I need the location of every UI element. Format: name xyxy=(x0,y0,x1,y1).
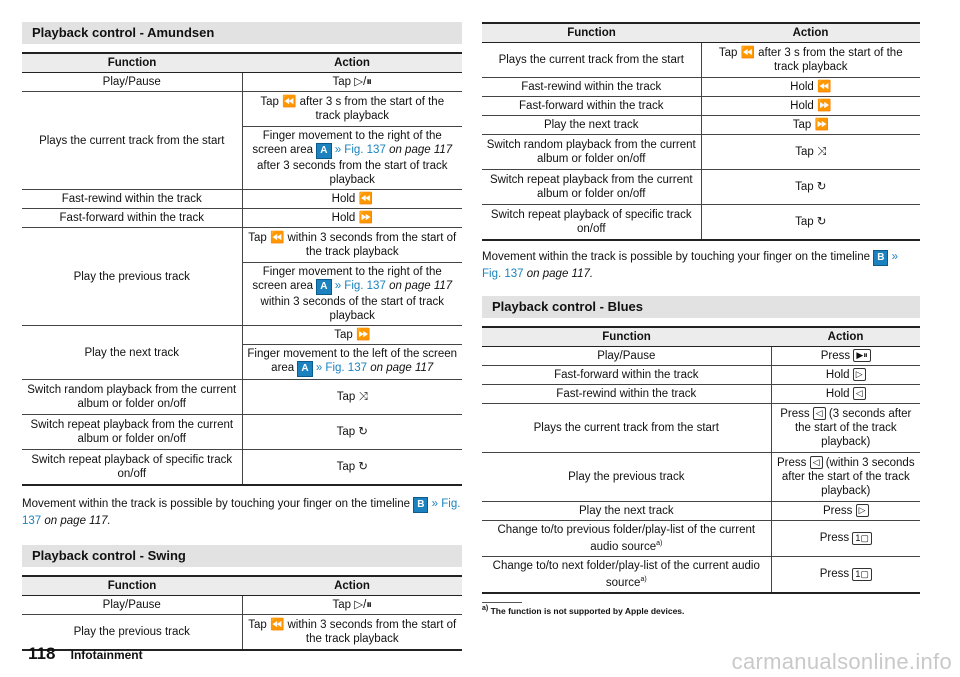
function-cell: Switch repeat playback from the current album or folder on/off xyxy=(22,415,242,450)
page-number: 118 xyxy=(28,644,56,663)
blues-heading: Playback control - Blues xyxy=(482,296,920,318)
action-cell xyxy=(771,347,920,366)
function-cell: Fast-forward within the track xyxy=(482,97,701,116)
table-row xyxy=(22,596,462,615)
action-cell: Tap ⏪ after 3 s from the start of the track playback xyxy=(701,43,920,78)
action-cell xyxy=(242,263,462,326)
function-header: Function xyxy=(482,327,771,347)
timeline-note-right xyxy=(482,249,920,282)
page-ref: on page 117. xyxy=(526,268,594,280)
table-row xyxy=(482,43,920,78)
swing-table xyxy=(22,575,462,651)
function-cell: Play/Pause xyxy=(22,596,242,615)
action-text: Finger movement to the right of the screen area xyxy=(252,130,442,156)
function-cell: Fast-rewind within the track xyxy=(482,385,771,404)
table-row xyxy=(482,556,920,592)
action-cell xyxy=(242,345,462,380)
table-row xyxy=(22,190,462,209)
action-cell xyxy=(771,521,920,557)
table-row xyxy=(482,170,920,205)
action-text: Press xyxy=(820,350,851,362)
function-cell: Plays the current track from the start xyxy=(482,43,701,78)
action-cell: Tap ⏪ after 3 s from the start of the track playback xyxy=(242,92,462,127)
function-cell: Fast-rewind within the track xyxy=(482,78,701,97)
action-cell: Tap ⏩ xyxy=(701,116,920,135)
left-column xyxy=(22,0,462,651)
table-row xyxy=(22,415,462,450)
right-column xyxy=(482,0,920,615)
next-key-icon: ▷ xyxy=(856,504,869,517)
previous-key-icon: ◁ xyxy=(853,387,866,400)
action-cell: Hold ⏪ xyxy=(242,190,462,209)
action-header: Action xyxy=(771,327,920,347)
note-text: Movement within the track is possible by touching your finger on the timeline xyxy=(22,498,411,510)
play-pause-key-icon: ▶⏸ xyxy=(853,349,870,362)
action-text: Press xyxy=(819,532,850,545)
action-cell xyxy=(771,404,920,453)
table-row xyxy=(22,92,462,127)
table-row xyxy=(482,521,920,557)
page-ref: on page 117. xyxy=(44,515,111,527)
area-b-symbol: B xyxy=(413,497,428,513)
footnote-mark: a) xyxy=(656,540,663,547)
action-cell: Tap ⤨ xyxy=(701,135,920,170)
table-row xyxy=(482,347,920,366)
function-cell: Play the next track xyxy=(22,326,242,380)
figure-link[interactable]: » Fig. 137 xyxy=(315,362,367,374)
table-row xyxy=(482,116,920,135)
action-text: after 3 seconds from the start of track playback xyxy=(257,160,448,186)
action-cell: Hold ⏩ xyxy=(701,97,920,116)
function-header: Function xyxy=(22,576,242,596)
note-text: Movement within the track is possible by touching your finger on the timeline xyxy=(482,251,871,263)
area-a-symbol: A xyxy=(316,143,331,159)
table-row xyxy=(22,380,462,415)
table-row xyxy=(482,366,920,385)
figure-link[interactable]: » Fig. 137 xyxy=(482,251,899,280)
action-header: Action xyxy=(242,576,462,596)
footnote-text: The function is not supported by Apple devices. xyxy=(490,605,685,616)
function-cell: Fast-rewind within the track xyxy=(22,190,242,209)
footnote-mark: a) xyxy=(640,575,647,583)
footnote-divider xyxy=(482,602,522,603)
action-cell xyxy=(771,502,920,521)
action-text: Press xyxy=(819,568,850,581)
action-text: (within 3 seconds after the start of the track playback) xyxy=(781,457,915,497)
function-cell: Switch repeat playback of specific track on/off xyxy=(22,450,242,486)
table-row xyxy=(482,97,920,116)
function-cell: Play/Pause xyxy=(22,73,242,92)
function-cell: Play the previous track xyxy=(482,453,771,502)
action-header: Action xyxy=(242,53,462,73)
function-cell: Play/Pause xyxy=(482,347,771,366)
action-text: within 3 seconds of the start of track playback xyxy=(260,296,444,322)
function-cell: Play the previous track xyxy=(22,615,242,651)
page-ref: on page 117 xyxy=(370,362,434,374)
table-row xyxy=(22,209,462,228)
table-row xyxy=(22,73,462,92)
function-cell: Fast-forward within the track xyxy=(482,366,771,385)
function-cell: Play the next track xyxy=(482,502,771,521)
action-cell: Tap ⤨ xyxy=(242,380,462,415)
action-cell: Tap ↻ xyxy=(242,415,462,450)
function-cell: Plays the current track from the start xyxy=(482,404,771,453)
page-ref: on page 117 xyxy=(389,280,453,292)
table-row xyxy=(482,385,920,404)
swing-heading: Playback control - Swing xyxy=(22,545,462,567)
function-cell: Switch random playback from the current album or folder on/off xyxy=(22,380,242,415)
table-header-row xyxy=(22,53,462,73)
table-row xyxy=(22,326,462,345)
function-cell xyxy=(482,556,771,592)
function-text: Change to/to next folder/play-list of the current audio source xyxy=(492,559,760,589)
previous-key-icon: ◁ xyxy=(810,456,823,469)
page-footer xyxy=(28,644,143,664)
blues-table xyxy=(482,326,920,594)
action-cell: Tap ↻ xyxy=(701,170,920,205)
amundsen-table xyxy=(22,52,462,486)
function-cell: Fast-forward within the track xyxy=(22,209,242,228)
function-cell xyxy=(482,521,771,557)
function-cell: Play the next track xyxy=(482,116,701,135)
action-cell: Hold ⏩ xyxy=(242,209,462,228)
footnote xyxy=(482,605,920,616)
folder-up-key-icon: 1▢ xyxy=(852,532,872,545)
action-text: (3 seconds after the start of the track playback) xyxy=(794,408,912,448)
action-cell: Tap ▷/⏸ xyxy=(242,73,462,92)
page-ref: on page 117 xyxy=(389,144,453,156)
action-text: Press xyxy=(776,457,807,469)
action-cell: Tap ↻ xyxy=(701,205,920,241)
amundsen-heading: Playback control - Amundsen xyxy=(22,22,462,44)
table-row xyxy=(482,78,920,97)
action-cell: Tap ↻ xyxy=(242,450,462,486)
table-row xyxy=(482,404,920,453)
action-cell: Hold ⏪ xyxy=(701,78,920,97)
figure-link[interactable]: » Fig. 137 xyxy=(334,144,386,156)
table-header-row xyxy=(482,23,920,43)
timeline-note xyxy=(22,496,462,529)
continued-table xyxy=(482,22,920,241)
watermark: carmanualsonline.info xyxy=(731,649,952,674)
section-name: Infotainment xyxy=(70,648,143,662)
function-cell: Switch repeat playback of specific track on/off xyxy=(482,205,701,241)
function-cell: Switch random playback from the current album or folder on/off xyxy=(482,135,701,170)
table-row xyxy=(482,205,920,241)
function-cell: Switch repeat playback from the current album or folder on/off xyxy=(482,170,701,205)
action-text: Hold xyxy=(825,369,850,381)
action-text: Press xyxy=(780,408,810,420)
function-text: Change to/to previous folder/play-list of the current audio source xyxy=(497,524,756,553)
footnote-mark: a) xyxy=(482,604,489,612)
action-cell: Tap ⏩ xyxy=(242,326,462,345)
next-key-icon: ▷ xyxy=(853,368,866,381)
area-b-symbol: B xyxy=(873,250,888,266)
folder-down-key-icon: 1▢ xyxy=(852,568,872,581)
area-a-symbol: A xyxy=(297,361,312,377)
action-text: Hold xyxy=(825,388,850,400)
action-text: Press xyxy=(823,505,853,517)
figure-link[interactable]: » Fig. 137 xyxy=(334,280,386,292)
action-cell: Tap ⏪ within 3 seconds from the start of the track playback xyxy=(242,615,462,651)
action-cell xyxy=(771,385,920,404)
action-header: Action xyxy=(701,23,920,43)
table-row xyxy=(482,135,920,170)
previous-key-icon: ◁ xyxy=(813,407,826,420)
figure-link[interactable]: » Fig. 137 xyxy=(22,498,461,527)
action-cell: Tap ▷/⏸ xyxy=(242,596,462,615)
table-row xyxy=(22,228,462,263)
table-row xyxy=(482,502,920,521)
table-header-row xyxy=(482,327,920,347)
function-header: Function xyxy=(22,53,242,73)
action-cell xyxy=(771,453,920,502)
function-cell: Play the previous track xyxy=(22,228,242,326)
function-cell: Plays the current track from the start xyxy=(22,92,242,190)
table-header-row xyxy=(22,576,462,596)
action-cell xyxy=(242,127,462,190)
action-cell xyxy=(771,366,920,385)
function-header: Function xyxy=(482,23,701,43)
table-row xyxy=(482,453,920,502)
action-cell: Tap ⏪ within 3 seconds from the start of the track playback xyxy=(242,228,462,263)
action-cell xyxy=(771,556,920,592)
table-row xyxy=(22,450,462,486)
area-a-symbol: A xyxy=(316,279,331,295)
action-text: Finger movement to the left of the screen area xyxy=(247,348,458,374)
action-text: Finger movement to the right of the screen area xyxy=(252,266,442,292)
